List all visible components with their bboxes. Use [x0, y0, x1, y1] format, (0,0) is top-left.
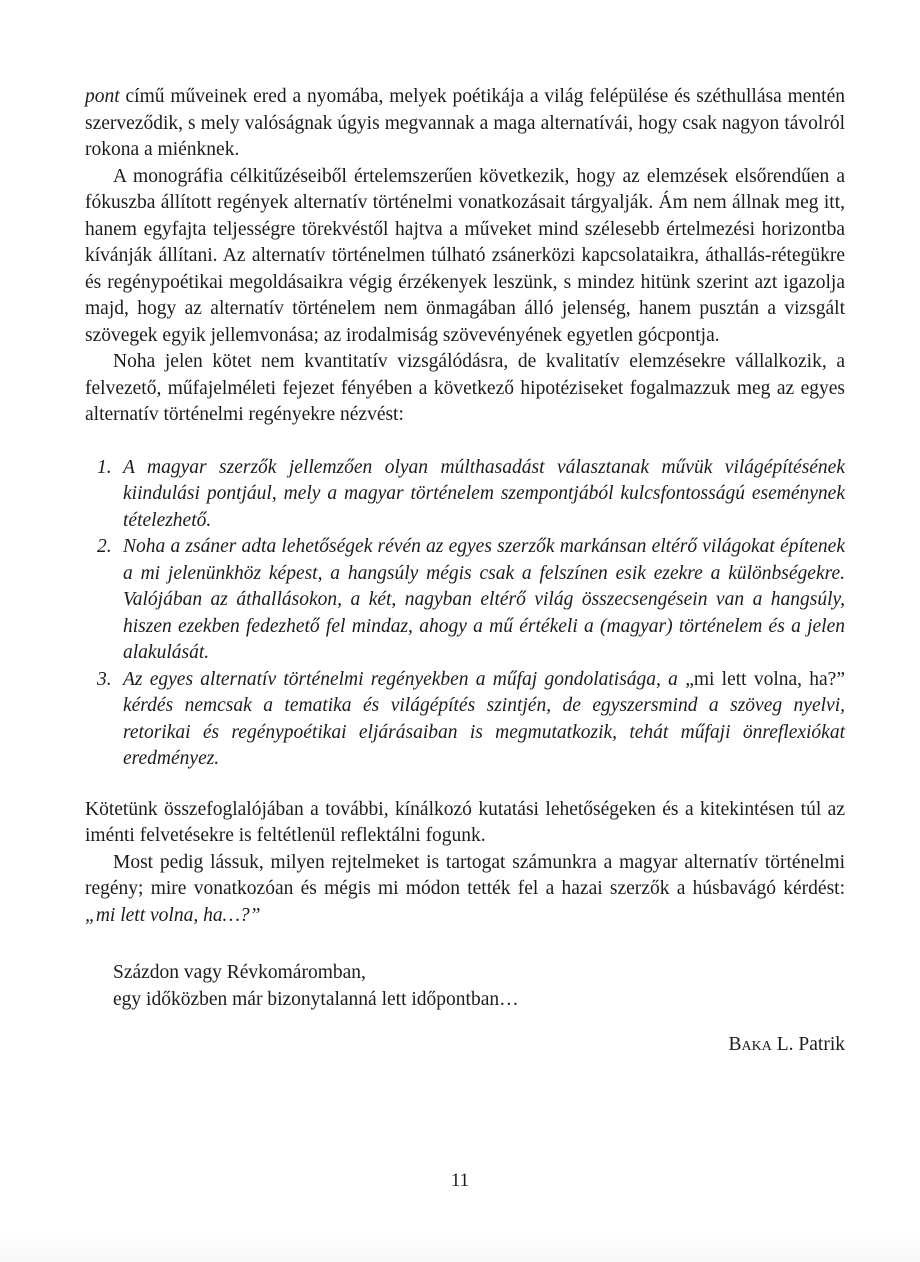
- list-item-number: 1.: [97, 456, 112, 478]
- hypothesis-item-1: [85, 455, 845, 535]
- list-item-number: 3.: [97, 668, 112, 690]
- list-item-text: A magyar szerzők jellemzően olyan múlthasadást választanak művük világépítésének kiindulási pontjául, mely a magyar történelem szempontjából kulcsfontosságú eseménynek tételezhető.: [123, 456, 845, 531]
- scan-edge-shading: [0, 1228, 920, 1262]
- quote-italic-run: „mi lett volna, ha…?”: [85, 904, 261, 926]
- page-body: [85, 84, 845, 1059]
- author-surname-smallcaps: Baka: [728, 1034, 772, 1055]
- text-run: Most pedig lássuk, milyen rejtelmeket is tartogat számunkra a magyar alternatív történelmi regény; mire vonatkozóan és mégis mi módon tették fel a hazai szerzők a húsbavágó kérdést:: [85, 851, 845, 899]
- text-run: című műveinek ered a nyomába, melyek poétikája a világ felépülése és széthullása mentén szerveződik, s mely valóságnak úgyis megvannak a maga alternatívái, hogy csak nagyon távolról rokona a miénknek.: [85, 86, 845, 160]
- hypothesis-item-3: [85, 667, 845, 773]
- verse-line: Százdon vagy Révkomáromban,: [113, 962, 366, 983]
- paragraph-continuation: [85, 84, 845, 164]
- list-item-text: kérdés nemcsak a tematika és világépítés szintjén, de egyszersmind a szöveg nyelvi, retorikai és regénypoétikai eljárásaiban is megmutatkozik, tehát műfaji önreflexiókat eredményez.: [123, 695, 845, 769]
- italic-title-run: pont: [85, 86, 120, 107]
- list-item-text: Noha a zsáner adta lehetőségek révén az egyes szerzők markánsan eltérő világokat építenek a mi jelenünkhöz képest, a hangsúly mégis csak a felszínen esik ezekre a különbségekre. Valójában az áthallásokon, a két, nagyban eltérő világ összecsengésein van a hangsúly, hiszen ezekben fedezhető fel mindaz, ahogy a mű értékeli a (magyar) történelem és a jelen alakulását.: [123, 536, 845, 663]
- hypothesis-item-2: [85, 534, 845, 667]
- paragraph-kotetunk: Kötetünk összefoglalójában a további, kínálkozó kutatási lehetőségeken és a kitekintésen túl az iménti felvetésekre is feltétlenül reflektálni fogunk.: [85, 798, 845, 846]
- list-item-number: 2.: [97, 536, 112, 557]
- paragraph-hipotezisek-intro: Noha jelen kötet nem kvantitatív vizsgálódásra, de kvalitatív elemzésekre vállalkozik, a felvezető, műfajelméleti fejezet fényében a következő hipotéziseket fogalmazzuk meg az egyes alternatív történelmi regényekre nézvést:: [85, 351, 845, 425]
- verse-line: egy időközben már bizonytalanná lett időpontban…: [113, 988, 519, 1010]
- paragraph-most-pedig: [85, 850, 845, 930]
- author-signature: [85, 1032, 845, 1059]
- page-number: 11: [450, 1170, 470, 1191]
- author-given-name: L. Patrik: [771, 1034, 845, 1055]
- list-item-text: Az egyes alternatív történelmi regényekben a műfaj gondolatisága, a: [123, 668, 686, 690]
- quote-roman-run: „mi lett volna, ha?”: [685, 668, 845, 690]
- verse-epigraph: [113, 960, 845, 1013]
- paragraph-monografia: A monográfia célkitűzéseiből értelemszerűen következik, hogy az elemzések elsőrendűen a fókuszba állított regények alternatív történelmi vonatkozásait tárgyalják. Ám nem állnak meg itt, hanem egyfajta teljességre törekvéstől hajtva a műveket mind szélesebb értelmezési horizontba kívánják állítani. Az alternatív történelmen túlható zsánerközi kapcsolataikra, áthallás-rétegükre és regénypoétikai megoldásaikra végig érzékenyek leszünk, s mindez hitünk szerint azt igazolja majd, hogy az alternatív történelem nem önmagában álló jelenség, hanem pusztán a vizsgált szövegek egyik jellemvonása; az irodalmiság szövevényének egyetlen gócpontja.: [85, 165, 845, 346]
- hypotheses-list: [85, 455, 845, 773]
